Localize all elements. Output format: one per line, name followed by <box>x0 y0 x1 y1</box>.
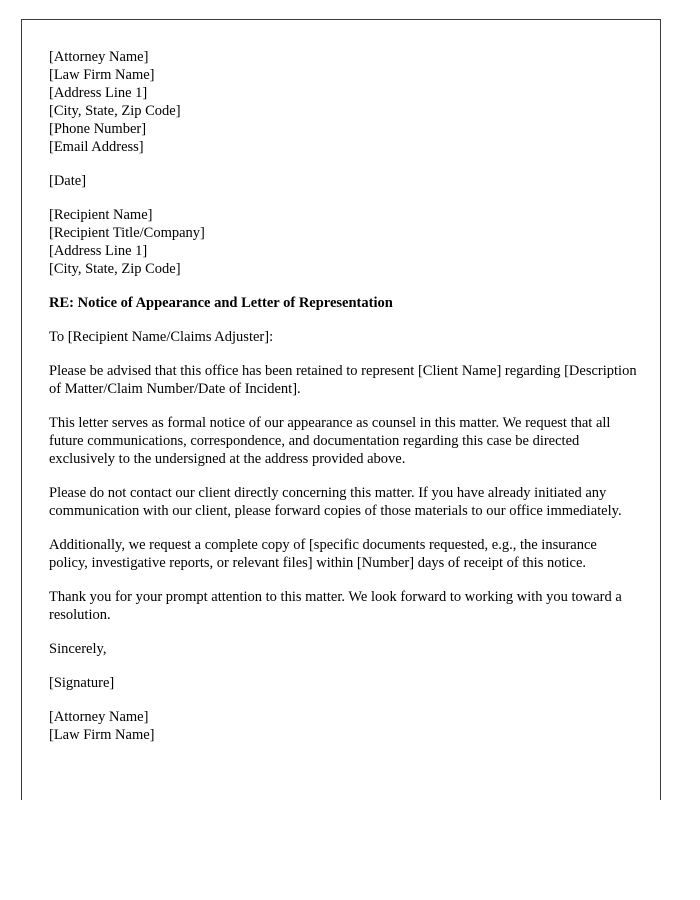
sender-law-firm-name: [Law Firm Name] <box>49 67 155 83</box>
letter-body <box>49 48 639 744</box>
sender-address-line-1: [Address Line 1] <box>49 85 148 101</box>
paragraph-document-request: Additionally, we request a complete copy of [specific documents requested, e.g., the insurance policy, investigative reports, or relevant files] within [Number] days of receipt of this notice. <box>49 537 597 571</box>
date-placeholder: [Date] <box>49 173 87 189</box>
signoff-block <box>49 708 639 744</box>
paragraph-no-client-contact: Please do not contact our client directly concerning this matter. If you have already initiated any communication with our client, please forward copies of those materials to our office immediately. <box>49 485 622 519</box>
paragraph-retained-notice: Please be advised that this office has been retained to represent [Client Name] regarding [Description of Matter/Claim Number/Date of Incident]. <box>49 363 637 397</box>
signature-placeholder: [Signature] <box>49 675 115 691</box>
date-line <box>49 172 639 190</box>
paragraph-thank-you: Thank you for your prompt attention to this matter. We look forward to working with you toward a resolution. <box>49 589 622 623</box>
sender-email-address: [Email Address] <box>49 139 144 155</box>
closing-line: Sincerely, <box>49 641 107 657</box>
sender-address-block <box>49 48 639 156</box>
subject-line: RE: Notice of Appearance and Letter of Representation <box>49 295 393 311</box>
recipient-name: [Recipient Name] <box>49 207 153 223</box>
recipient-title-company: [Recipient Title/Company] <box>49 225 205 241</box>
paragraph-formal-notice: This letter serves as formal notice of our appearance as counsel in this matter. We request that all future communications, correspondence, and documentation regarding this case be directed exclusively to the undersigned at the address provided above. <box>49 415 611 467</box>
signoff-law-firm-name: [Law Firm Name] <box>49 727 155 743</box>
recipient-city-state-zip: [City, State, Zip Code] <box>49 261 181 277</box>
sender-phone-number: [Phone Number] <box>49 121 147 137</box>
salutation-line: To [Recipient Name/Claims Adjuster]: <box>49 329 274 345</box>
signoff-attorney-name: [Attorney Name] <box>49 709 149 725</box>
sender-attorney-name: [Attorney Name] <box>49 49 149 65</box>
sender-city-state-zip: [City, State, Zip Code] <box>49 103 181 119</box>
recipient-address-line-1: [Address Line 1] <box>49 243 148 259</box>
recipient-address-block <box>49 206 639 278</box>
